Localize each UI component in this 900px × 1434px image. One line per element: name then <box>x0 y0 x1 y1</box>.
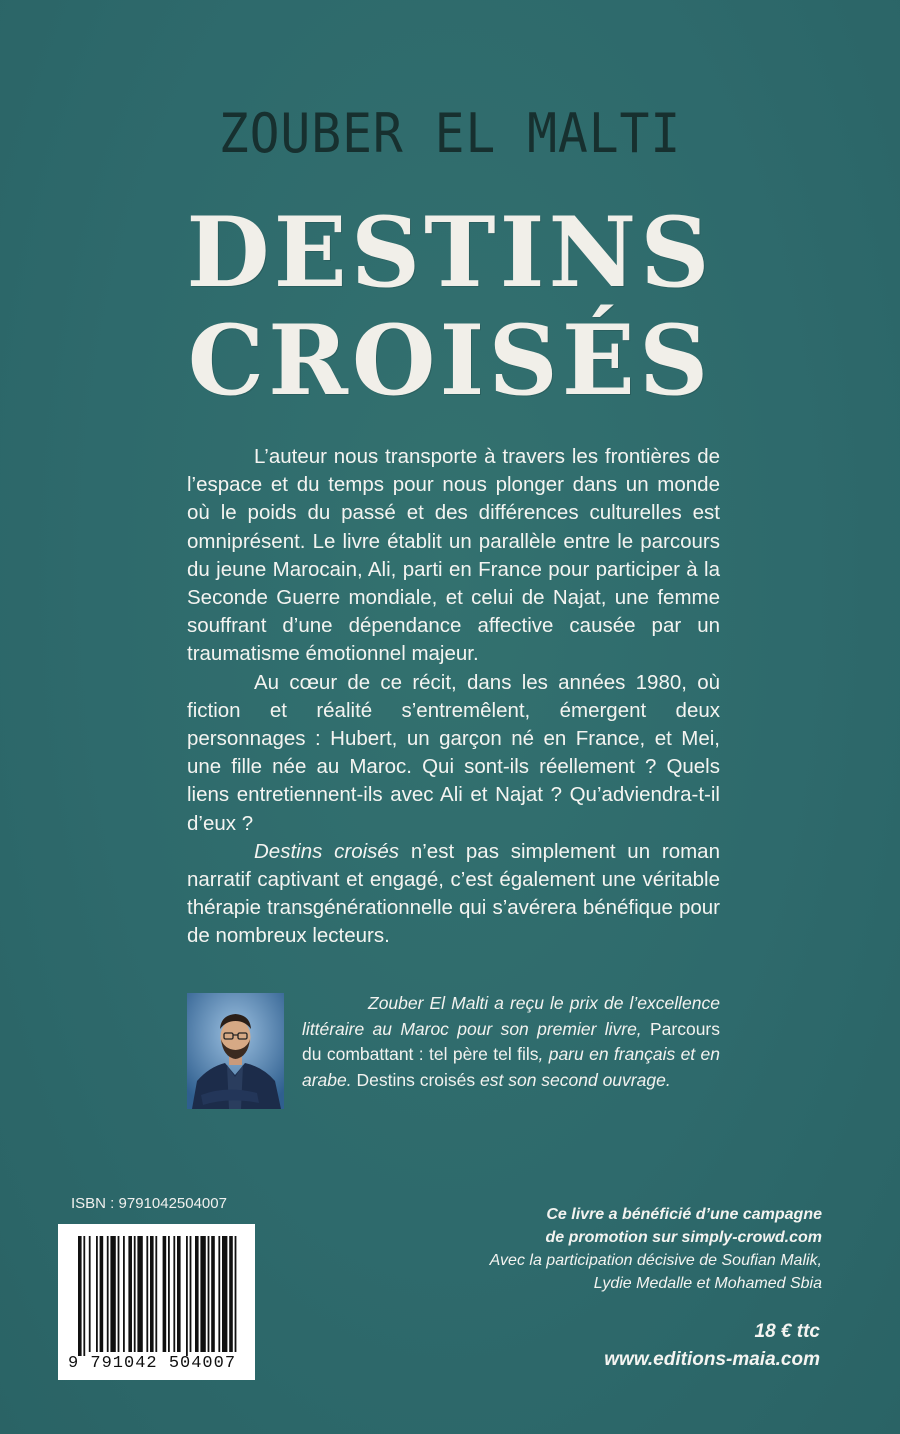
barcode-bars <box>58 1224 255 1356</box>
barcode-bar <box>235 1236 237 1352</box>
promo-line-3: Avec la participation décisive de Soufian Malik, <box>489 1252 822 1269</box>
barcode-bar <box>163 1236 167 1352</box>
price-and-website <box>604 1318 820 1374</box>
price: 18 € ttc <box>754 1321 820 1342</box>
bio-first-book-title: Parcours du combattant : tel père tel fils <box>302 1018 721 1064</box>
author-portrait-image <box>187 993 284 1109</box>
barcode-bar <box>222 1236 227 1352</box>
blurb-paragraph-3-text: n’est pas simplement un roman narratif captivant et engagé, c’est également une véritable thérapie transgénérationnelle qui s’avérera bénéfique pour de nombreux lecteurs. <box>187 839 720 948</box>
barcode-bar <box>110 1236 115 1352</box>
barcode-bar <box>168 1236 170 1352</box>
barcode-bar <box>78 1236 82 1356</box>
barcode-bar <box>211 1236 215 1352</box>
barcode-bar <box>229 1236 233 1352</box>
barcode-bar <box>100 1236 104 1352</box>
book-title-line-2: CROISÉS <box>187 304 713 417</box>
barcode-bar <box>173 1236 175 1352</box>
barcode-bar <box>177 1236 181 1352</box>
isbn-label: ISBN : 9791042504007 <box>71 1195 227 1212</box>
promotion-notice <box>402 1203 822 1295</box>
blurb-book-title: Destins croisés <box>254 839 400 863</box>
bio-text-part-1: Zouber El Malti a reçu le prix de l’excellence littéraire au Maroc pour son premier livre, <box>302 993 720 1039</box>
barcode-bar <box>200 1236 205 1352</box>
barcode-bar <box>190 1236 192 1352</box>
promo-line-1: Ce livre a bénéficié d’une campagne <box>546 1206 822 1223</box>
barcode-bar <box>155 1236 157 1352</box>
barcode-bar <box>118 1236 120 1352</box>
barcode-bar <box>218 1236 220 1352</box>
publisher-website: www.editions-maia.com <box>604 1349 820 1370</box>
barcode-bar <box>123 1236 125 1352</box>
barcode-bar <box>146 1236 148 1352</box>
author-name: ZOUBER EL MALTI <box>218 102 682 165</box>
bio-text-part-2: , paru en français et en arabe. <box>302 1044 720 1090</box>
barcode-bar <box>150 1236 154 1352</box>
barcode-bar <box>96 1236 98 1352</box>
promo-line-2: de promotion sur simply-crowd.com <box>545 1229 822 1246</box>
barcode-bar <box>186 1236 188 1356</box>
barcode-bar <box>208 1236 210 1352</box>
blurb-paragraph-2: Au cœur de ce récit, dans les années 1980, où fiction et réalité s’entremêlent, émergent deux personnages : Hubert, un garçon né en France, et Mei, une fille née au Maroc. Qui sont-ils réellement ? Quels liens entretiennent-ils avec Ali et Najat ? Qu’adviendra-t-il d’eux ? <box>187 670 720 835</box>
barcode-bar <box>137 1236 142 1352</box>
bio-text-part-3: est son second ouvrage. <box>475 1069 671 1090</box>
barcode-bar <box>134 1236 136 1352</box>
back-cover-blurb <box>187 443 720 951</box>
author-bio <box>302 991 720 1093</box>
book-title-line-1: DESTINS <box>186 196 714 309</box>
blurb-paragraph-3 <box>187 838 720 951</box>
barcode-bar <box>89 1236 91 1352</box>
bio-second-book-title: Destins croisés <box>351 1069 476 1090</box>
barcode-bar <box>128 1236 132 1352</box>
barcode-bar <box>195 1236 199 1352</box>
barcode-digits: 9 791042 504007 <box>68 1354 237 1373</box>
blurb-paragraph-1: L’auteur nous transporte à travers les frontières de l’espace et du temps pour nous plonger dans un monde où le poids du passé et des différences culturelles est omniprésent. Le livre établit un parallèle entre le parcours du jeune Marocain, Ali, parti en France pour participer à la Seconde Guerre mondiale, et celui de Najat, une femme souffrant d’une dépendance affective causée par un traumatisme émotionnel majeur. <box>187 445 720 666</box>
barcode <box>58 1224 255 1380</box>
author-photo <box>187 993 284 1109</box>
barcode-bar <box>83 1236 85 1356</box>
promo-line-4: Lydie Medalle et Mohamed Sbia <box>593 1275 822 1292</box>
barcode-bar <box>107 1236 109 1352</box>
